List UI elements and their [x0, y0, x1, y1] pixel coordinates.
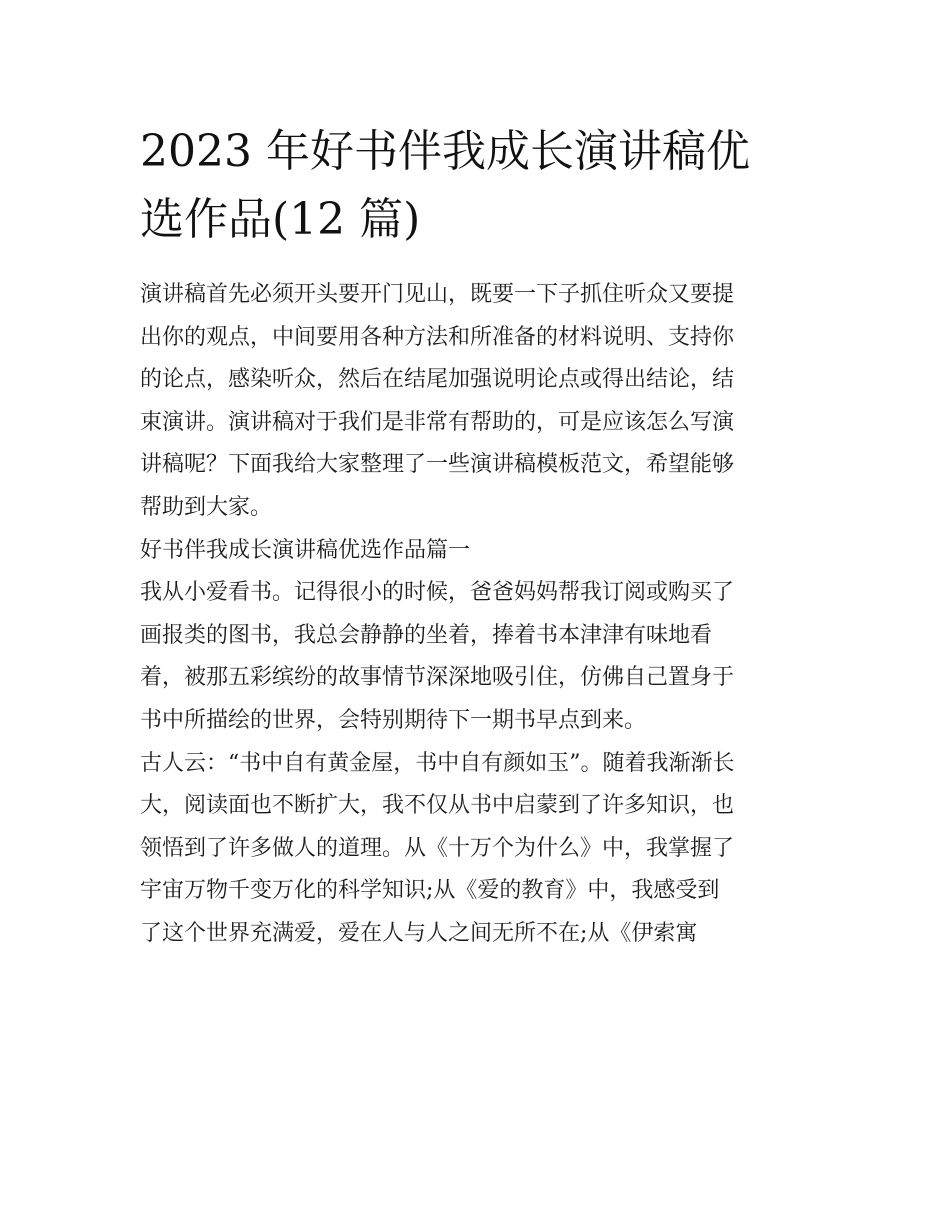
paragraph-line: 领悟到了许多做人的道理。从《十万个为什么》中，我掌握了: [140, 835, 735, 861]
document-page: [140, 118, 812, 956]
paragraph-line: 画报类的图书，我总会静静的坐着，捧着书本津津有味地看: [140, 622, 713, 648]
paragraph-line: 着，被那五彩缤纷的故事情节深深地吸引住，仿佛自己置身于: [140, 665, 735, 691]
document-title: [140, 118, 812, 254]
intro-line: 束演讲。演讲稿对于我们是非常有帮助的，可是应该怎么写演: [140, 409, 735, 435]
paragraph-line: 古人云：“书中自有黄金屋，书中自有颜如玉”。随着我渐渐长: [140, 750, 735, 776]
intro-line: 出你的观点，中间要用各种方法和所准备的材料说明、支持你: [140, 324, 735, 350]
intro-line: 的论点，感染听众，然后在结尾加强说明论点或得出结论，结: [140, 367, 735, 393]
paragraph-line: 宇宙万物千变万化的科学知识;从《爱的教育》中，我感受到: [140, 878, 720, 904]
paragraph-line: 了这个世界充满爱，爱在人与人之间无所不在;从《伊索寓: [140, 920, 698, 946]
intro-line: 讲稿呢？下面我给大家整理了一些演讲稿模板范文，希望能够: [140, 452, 735, 478]
intro-line: 演讲稿首先必须开头要开门见山，既要一下子抓住听众又要提: [140, 282, 735, 307]
intro-paragraph: [140, 274, 812, 530]
title-line-1: 2023 年好书伴我成长演讲稿优: [140, 126, 750, 177]
paragraph-line: 大，阅读面也不断扩大，我不仅从书中启蒙到了许多知识，也: [140, 793, 735, 819]
title-line-2: 选作品(12 篇): [140, 194, 421, 245]
paragraph-1: [140, 572, 812, 742]
paragraph-2: [140, 743, 812, 956]
paragraph-line: 书中所描绘的世界，会特别期待下一期书早点到来。: [140, 707, 647, 733]
section-heading: 好书伴我成长演讲稿优选作品篇一: [140, 537, 471, 563]
intro-line: 帮助到大家。: [140, 494, 273, 520]
paragraph-line: 我从小爱看书。记得很小的时候，爸爸妈妈帮我订阅或购买了: [140, 580, 735, 606]
